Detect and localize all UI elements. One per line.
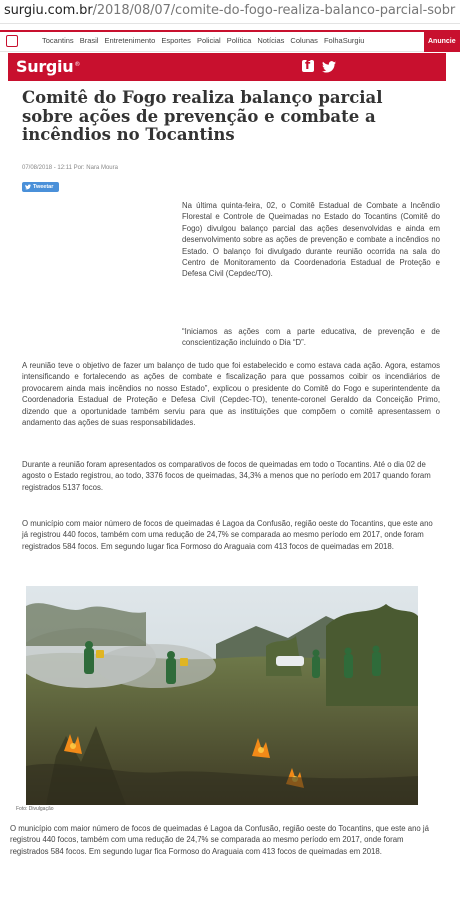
nav-link-entretenimento[interactable]: Entretenimento: [104, 36, 156, 45]
url-path: /2018/08/07/comite-do-fogo-realiza-balanco-parcial-sobr: [92, 3, 456, 18]
nav-link-tocantins[interactable]: Tocantins: [42, 36, 74, 45]
article-title: Comitê do Fogo realiza balanço parcial sobre ações de prevenção e combate a incêndios no Tocantins: [22, 88, 383, 144]
twitter-bird-icon: [25, 184, 31, 190]
article-paragraph-2-quote: “Iniciamos as ações com a parte educativa, de prevenção e de conscientização incluindo o Dia “D”.: [182, 327, 440, 348]
site-icon[interactable]: [6, 35, 18, 47]
article-byline: 07/08/2018 - 12:11 Por: Nara Moura: [22, 165, 118, 171]
article-paragraph-2: A reunião teve o objetivo de fazer um balanço de tudo que foi estabelecido e como estava cada ação. Agora, estamos intensificando e fortalecendo as ações de combate e fiscalização para que possamos coibir os incendiários de provocarem ainda mais incêndios no nosso Estado”, explicou o presidente do Comitê do Fogo e superintendente da Coordenadoria Estadual de Proteção e Defesa Civil (Cepdec-TO), tenente-coronel Geraldo da Conceição Primo, dizendo que a oportunidade também serviu para que as instituições que compõem o comitê apresentassem o andamento das ações de suas responsabilidades.: [22, 361, 440, 428]
logo-text: Surgiu: [16, 57, 74, 76]
facebook-icon[interactable]: [302, 60, 314, 72]
nav-links: [42, 36, 364, 45]
url-host: surgiu.com.br: [4, 3, 93, 18]
tweet-label: Tweetar: [33, 184, 54, 190]
address-url[interactable]: [4, 3, 455, 18]
address-bar[interactable]: [0, 0, 460, 24]
tweet-button[interactable]: [22, 182, 59, 192]
brand-bar: [8, 53, 446, 81]
article-paragraph-5: O município com maior número de focos de queimadas é Lagoa da Confusão, região oeste do Tocantins, que este ano já registrou 440 focos, também com uma redução de 24,7% se comparada ao mesmo período em 2017, onde foram registrados 584 focos. Em segundo lugar fica Formoso do Araguaia com 413 focos de queimadas em 2018.: [10, 824, 429, 856]
article-paragraph-1: Na última quinta-feira, 02, o Comitê Estadual de Combate a Incêndio Florestal e Controle de Queimadas no Estado do Tocantins (Comitê do Fogo) divulgou balanço parcial das ações desenvolvidas e ainda em desenvolvimento sobre as ações de prevenção e combate a incêndios no Estado. O balanço foi divulgado durante reunião ocorrida na sala do Centro de Monitoramento da Coordenadoria Estadual de Proteção e Defesa Civil (Cepdec/TO).: [182, 201, 440, 279]
article-paragraph-4: O município com maior número de focos de queimadas é Lagoa da Confusão, região oeste do Tocantins, que este ano já registrou 440 focos, também com uma redução de 24,7% se comparada ao mesmo período em 2017, onde foram registrados 584 focos. Em segundo lugar fica Formoso do Araguaia com 413 focos de queimadas em 2018.: [22, 519, 433, 551]
article-photo: [26, 586, 418, 805]
nav-link-folhasurgiu[interactable]: FolhaSurgiu: [323, 36, 365, 45]
social-links: [302, 60, 336, 72]
nav-link-noticias[interactable]: Notícias: [257, 36, 285, 45]
logo-mark: ®: [74, 60, 81, 68]
nav-link-esportes[interactable]: Esportes: [161, 36, 191, 45]
announce-button[interactable]: Anuncie: [424, 32, 460, 52]
twitter-icon[interactable]: [322, 60, 336, 72]
photo-caption: Foto: Divulgação: [16, 806, 54, 812]
site-logo[interactable]: [16, 57, 80, 76]
nav-link-policial[interactable]: Policial: [196, 36, 221, 45]
top-navigation: [0, 30, 460, 52]
article-paragraph-3: Durante a reunião foram apresentados os comparativos de focos de queimadas em todo o Tocantins. Até o dia 02 de agosto o Estado registrou, ao todo, 3376 focos de queimadas, 34,3% a menos que no período em 2017 quando foram registrados 5137 focos.: [22, 460, 431, 492]
nav-link-politica[interactable]: Política: [226, 36, 252, 45]
nav-link-colunas[interactable]: Colunas: [290, 36, 318, 45]
nav-link-brasil[interactable]: Brasil: [79, 36, 99, 45]
